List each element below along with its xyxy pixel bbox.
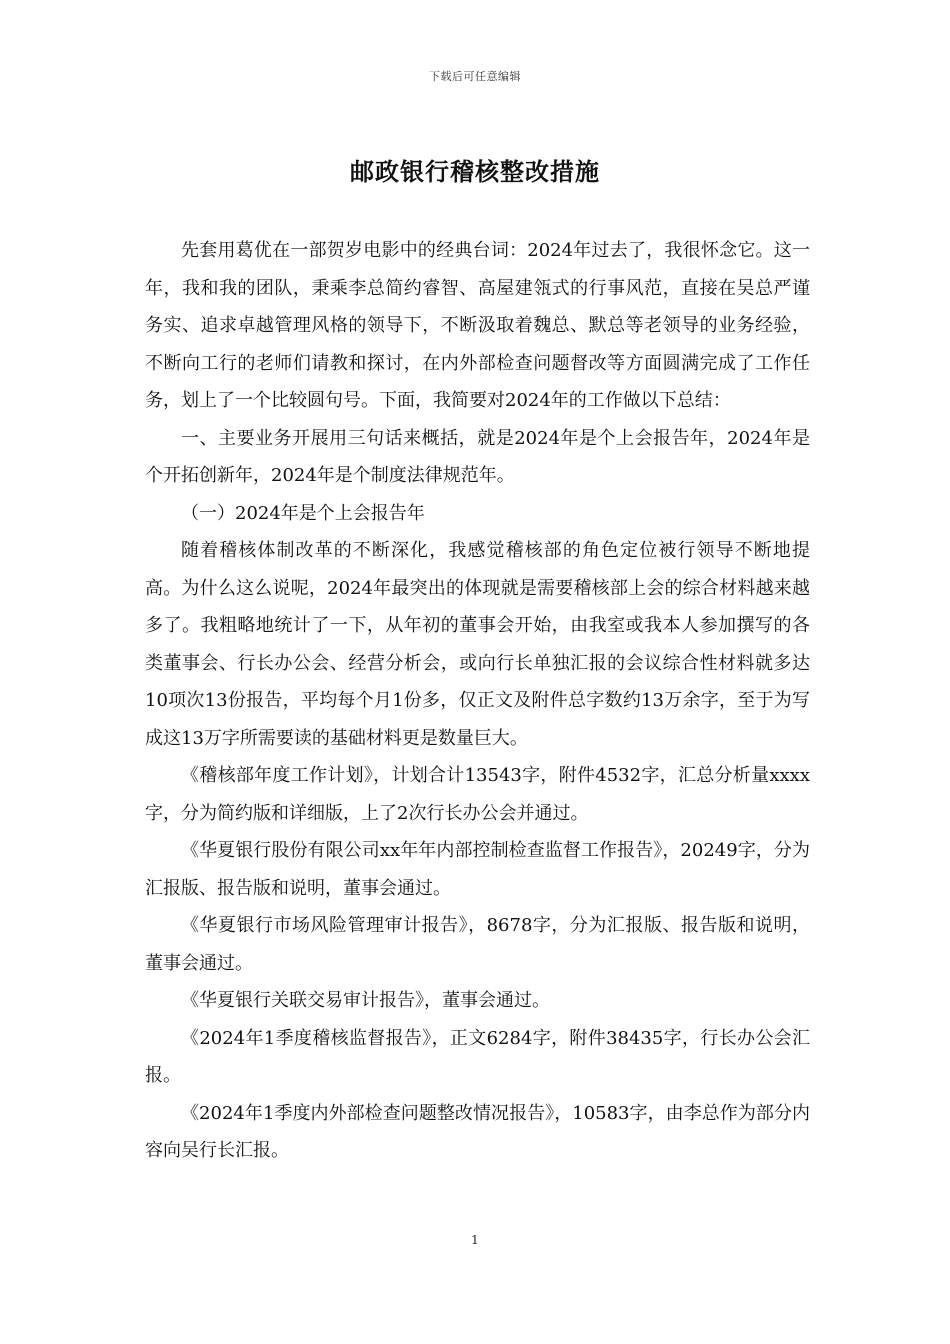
document-body <box>145 232 810 1170</box>
paragraph-q1-audit-report: 《2024年1季度稽核监督报告》，正文6284字，附件38435字，行长办公会汇报。 <box>145 1027 810 1086</box>
paragraph-annual-plan: 《稽核部年度工作计划》，计划合计13543字，附件4532字，汇总分析量xxxx字，分为简约版和详细版，上了2次行长办公会并通过。 <box>145 765 810 824</box>
paragraph-market-risk-report: 《华夏银行市场风险管理审计报告》，8678字，分为汇报版、报告版和说明，董事会通过。 <box>145 915 810 974</box>
paragraph-internal-control-report: 《华夏银行股份有限公司xx年年内部控制检查监督工作报告》，20249字，分为汇报版、报告版和说明，董事会通过。 <box>145 840 810 899</box>
paragraph-intro: 先套用葛优在一部贺岁电影中的经典台词：2024年过去了，我很怀念它。这一年，我和我的团队，秉乘李总简约睿智、高屋建瓴式的行事风范，直接在吴总严谨务实、追求卓越管理风格的领导下，不断汲取着魏总、默总等老领导的业务经验，不断向工行的老师们请教和探讨，在内外部检查问题督改等方面圆满完成了工作任务，划上了一个比较圆句号。下面，我简要对2024年的工作做以下总结： <box>145 240 810 411</box>
paragraph-section-one: 一、主要业务开展用三句话来概括，就是2024年是个上会报告年，2024年是个开拓创新年，2024年是个制度法律规范年。 <box>145 427 810 486</box>
paragraph-audit-reform: 随着稽核体制改革的不断深化，我感觉稽核部的角色定位被行领导不断地提高。为什么这么说呢，2024年最突出的体现就是需要稽核部上会的综合材料越来越多了。我粗略地统计了一下，从年初的董事会开始，由我室或我本人参加撰写的各类董事会、行长办公会、经营分析会，或向行长单独汇报的会议综合性材料就多达10项次13份报告，平均每个月1份多，仅正文及附件总字数约13万余字，至于为写成这13万字所需要读的基础材料更是数量巨大。 <box>145 540 810 749</box>
paragraph-related-transaction-report: 《华夏银行关联交易审计报告》，董事会通过。 <box>181 990 550 1011</box>
header-note: 下载后可任意编辑 <box>429 70 521 83</box>
page-number: 1 <box>471 1233 479 1247</box>
document-title: 邮政银行稽核整改措施 <box>350 157 600 186</box>
paragraph-subheading-one: （一）2024年是个上会报告年 <box>181 502 425 524</box>
paragraph-q1-rectification-report: 《2024年1季度内外部检查问题整改情况报告》，10583字，由李总作为部分内容向吴行长汇报。 <box>145 1102 810 1161</box>
